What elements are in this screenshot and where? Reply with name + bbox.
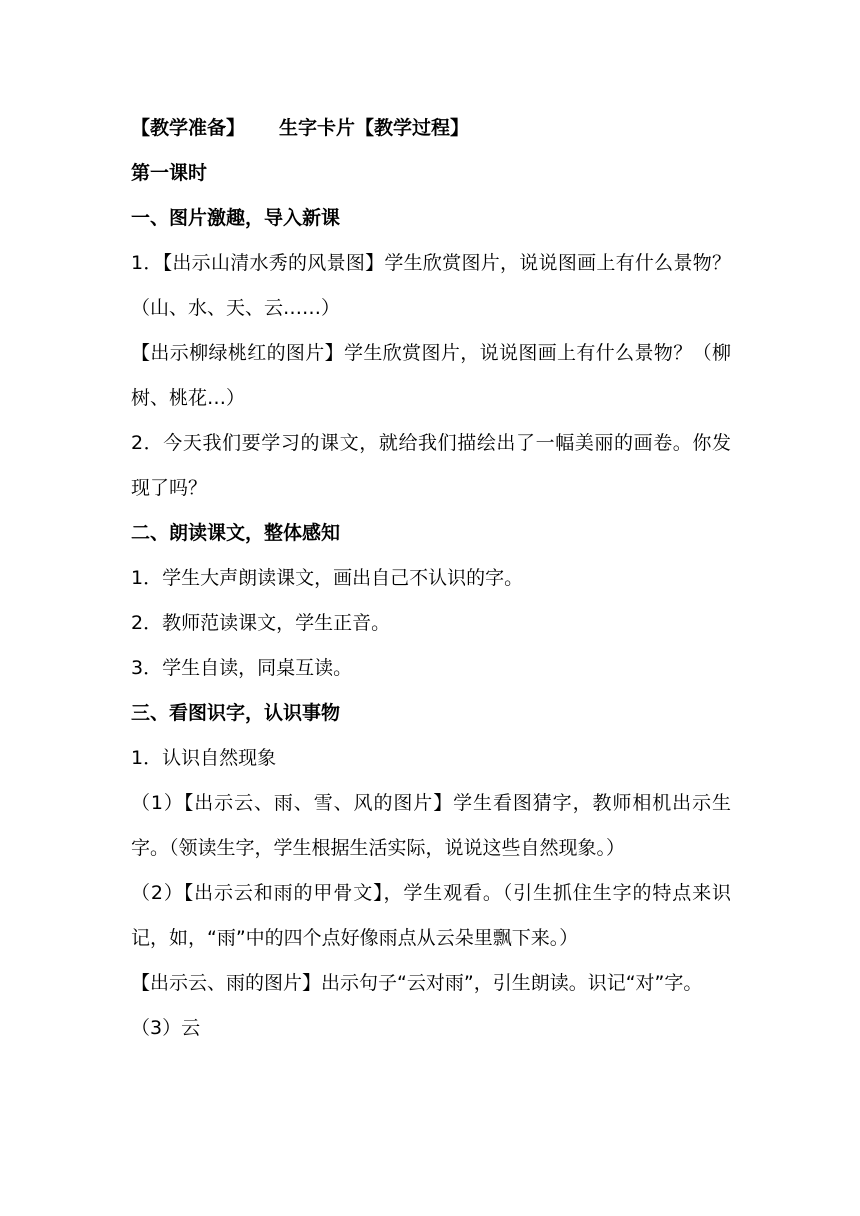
section-1-item-1: 1．【出示山清水秀的风景图】学生欣赏图片，说说图画上有什么景物？（山、水、天、云……） bbox=[131, 252, 731, 319]
document-body bbox=[131, 106, 741, 1051]
section-1-item-2: 2．今天我们要学习的课文，就给我们描绘出了一幅美丽的画卷。你发现了吗？ bbox=[131, 432, 731, 499]
teaching-prep-content: 生字卡片【教学过程】 bbox=[279, 117, 470, 139]
section-3-sub-1: （1）【出示云、雨、雪、风的图片】学生看图猜字，教师相机出示生字。（领读生字，学生根据生活实际，说说这些自然现象。） bbox=[131, 792, 731, 859]
section-3-item-1: 1．认识自然现象 bbox=[131, 747, 277, 769]
section-2-item-1: 1．学生大声朗读课文，画出自己不认识的字。 bbox=[131, 567, 524, 589]
section-2-title: 二、朗读课文，整体感知 bbox=[131, 522, 341, 544]
section-2-item-3: 3．学生自读，同桌互读。 bbox=[131, 657, 353, 679]
section-3-sub-3: （3）云 bbox=[131, 1017, 201, 1039]
section-1-title: 一、图片激趣，导入新课 bbox=[131, 207, 341, 229]
section-3-title: 三、看图识字，认识事物 bbox=[131, 702, 341, 724]
teaching-prep-label: 【教学准备】 bbox=[131, 117, 246, 139]
section-3-sub-2b: 【出示云、雨的图片】出示句子“云对雨”，引生朗读。识记“对”字。 bbox=[131, 972, 703, 994]
section-1-item-1b: 【出示柳绿桃红的图片】学生欣赏图片，说说图画上有什么景物？（柳树、桃花…） bbox=[131, 342, 731, 409]
section-3-sub-2: （2）【出示云和雨的甲骨文】，学生观看。（引生抓住生字的特点来识记，如，“雨”中的四个点好像雨点从云朵里飘下来。） bbox=[131, 882, 731, 949]
teaching-prep-line bbox=[131, 106, 741, 151]
lesson-title: 第一课时 bbox=[131, 162, 208, 184]
section-2-item-2: 2．教师范读课文，学生正音。 bbox=[131, 612, 391, 634]
